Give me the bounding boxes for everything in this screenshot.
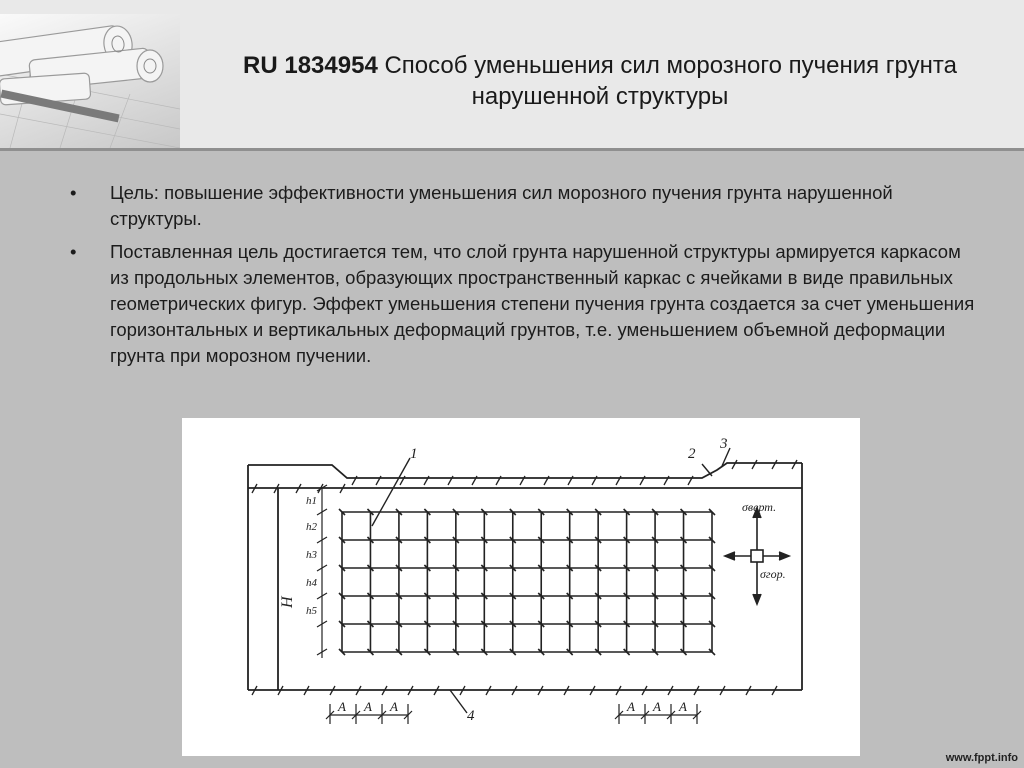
- a-spacing-label: A: [627, 699, 635, 714]
- bullet-text: Цель: повышение эффективности уменьшения сил морозного пучения грунта нарушенной структуры.: [110, 182, 893, 229]
- blueprint-rolls-image: [0, 14, 180, 148]
- callout-1: 1: [410, 446, 418, 462]
- bullet-symbol: •: [70, 182, 77, 203]
- ground-hatch: [732, 460, 737, 469]
- h-label: h2: [306, 521, 317, 533]
- ground-hatch: [792, 460, 797, 469]
- ground-surface-line: [248, 463, 802, 478]
- diagram-canvas: [182, 418, 860, 756]
- bullet-symbol: •: [70, 241, 77, 262]
- ground-hatch: [772, 460, 777, 469]
- h-label: h1: [306, 495, 317, 507]
- h-label: h5: [306, 605, 317, 617]
- callout-4: 4: [467, 708, 475, 724]
- header-divider: [0, 148, 1024, 151]
- a-spacing-label: A: [653, 699, 661, 714]
- stress-horizontal-label: σгор.: [760, 567, 786, 581]
- bullet-list: [70, 180, 980, 376]
- a-spacing-label: A: [364, 699, 372, 714]
- callout-4-leader: [450, 690, 467, 713]
- callout-2-leader: [702, 464, 712, 476]
- bullet-text: Поставленная цель достигается тем, что слой грунта нарушенной структуры армируется каркасом из продольных элементов, образующих пространственный каркас с ячейками в виде правильных геометрических фигур. Эффект уменьшения степени пучения грунта создается за счет уменьшения горизонтальных и вертикальных деформаций грунтов, т.е. уменьшением объемной деформации грунта при морозном пучении.: [110, 241, 975, 366]
- a-spacing-label: A: [679, 699, 687, 714]
- ground-hatch: [752, 460, 757, 469]
- a-spacing-label: A: [338, 699, 346, 714]
- bullet-item: [70, 239, 980, 369]
- frame-diagram: [182, 418, 860, 756]
- callout-3: 3: [720, 436, 728, 452]
- footer-url: www.fppt.info: [945, 752, 1018, 764]
- blueprint-rolls-icon: [0, 14, 180, 148]
- height-label: H: [279, 596, 296, 608]
- a-spacing-label: A: [390, 699, 398, 714]
- h-label: h4: [306, 577, 317, 589]
- patent-number: RU 1834954: [243, 52, 378, 79]
- callout-1-leader: [372, 458, 410, 526]
- slide-title: [190, 50, 1010, 112]
- h-label: h3: [306, 549, 317, 561]
- bullet-item: [70, 180, 980, 232]
- stress-element: [725, 508, 789, 604]
- slide-header: [0, 0, 1024, 148]
- title-text: Способ уменьшения сил морозного пучения грунта нарушенной структуры: [377, 52, 957, 110]
- stress-vertical-label: σверт.: [742, 500, 777, 514]
- callout-2: 2: [688, 446, 696, 462]
